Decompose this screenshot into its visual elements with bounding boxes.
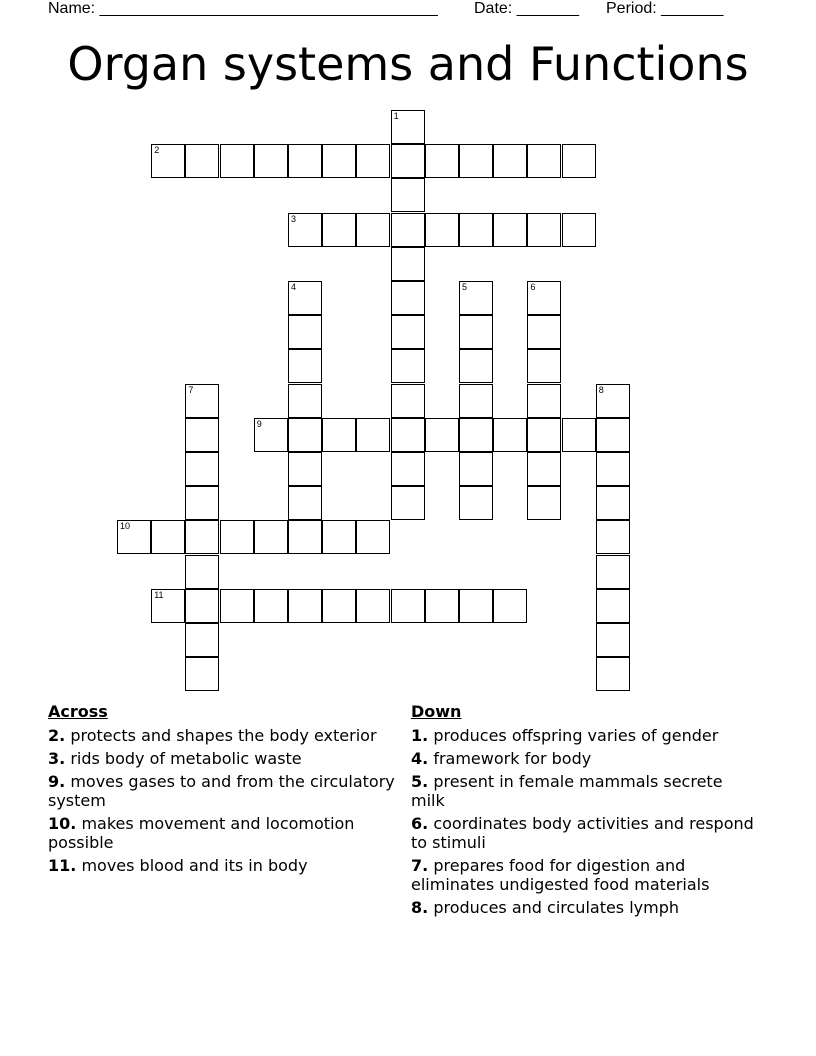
grid-cell[interactable] — [596, 520, 630, 554]
grid-cell[interactable] — [185, 144, 219, 178]
clue-number-label: 7 — [188, 384, 194, 395]
down-clues — [411, 702, 761, 921]
grid-cell[interactable] — [322, 213, 356, 247]
clue-text: prepares food for digestion and eliminates undigested food materials — [411, 856, 710, 894]
grid-cell[interactable] — [117, 520, 151, 554]
grid-cell[interactable] — [391, 144, 425, 178]
grid-cell[interactable] — [322, 589, 356, 623]
clue-number: 2. — [48, 726, 66, 745]
clue-number-label: 6 — [530, 282, 536, 292]
grid-cell[interactable] — [220, 144, 254, 178]
grid-cell[interactable] — [151, 144, 185, 178]
grid-cell[interactable] — [288, 520, 322, 554]
clue-across-9 — [48, 772, 398, 810]
clue-number-label: 8 — [598, 384, 604, 395]
clue-text: produces offspring varies of gender — [433, 726, 719, 745]
grid-cell[interactable] — [391, 281, 425, 315]
grid-cell[interactable] — [185, 384, 219, 418]
grid-cell[interactable] — [356, 144, 390, 178]
grid-cell[interactable] — [596, 657, 630, 691]
grid-cell[interactable] — [391, 418, 425, 452]
grid-cell[interactable] — [459, 315, 493, 349]
clue-number: 8. — [411, 898, 429, 917]
page-title: Organ systems and Functions — [67, 37, 749, 91]
grid-cell[interactable] — [391, 589, 425, 623]
grid-cell[interactable] — [562, 213, 596, 247]
grid-cell[interactable] — [459, 213, 493, 247]
clue-number: 11. — [48, 856, 77, 875]
clue-text: moves blood and its in body — [81, 856, 308, 875]
grid-cell[interactable] — [459, 281, 493, 315]
grid-cell[interactable] — [596, 555, 630, 589]
clue-number: 7. — [411, 856, 429, 875]
grid-cell[interactable] — [288, 384, 322, 418]
clue-down-5 — [411, 772, 761, 810]
clue-number: 4. — [411, 749, 429, 768]
grid-cell[interactable] — [493, 418, 527, 452]
grid-cell[interactable] — [185, 418, 219, 452]
grid-cell[interactable] — [459, 589, 493, 623]
grid-cell[interactable] — [459, 418, 493, 452]
grid-cell[interactable] — [288, 281, 322, 315]
grid-cell[interactable] — [596, 589, 630, 623]
clue-number: 3. — [48, 749, 66, 768]
grid-cell[interactable] — [459, 349, 493, 383]
clue-text: makes movement and locomotion possible — [48, 814, 355, 852]
grid-cell[interactable] — [527, 418, 561, 452]
grid-cell[interactable] — [288, 418, 322, 452]
across-heading: Across — [48, 702, 108, 721]
grid-cell[interactable] — [356, 589, 390, 623]
grid-cell[interactable] — [493, 589, 527, 623]
grid-cell[interactable] — [391, 315, 425, 349]
grid-cell[interactable] — [151, 520, 185, 554]
grid-cell[interactable] — [288, 144, 322, 178]
grid-cell[interactable] — [185, 452, 219, 486]
grid-cell[interactable] — [459, 144, 493, 178]
grid-cell[interactable] — [527, 281, 561, 315]
clue-number-label: 4 — [291, 282, 297, 292]
grid-cell[interactable] — [288, 452, 322, 486]
grid-cell[interactable] — [527, 213, 561, 247]
grid-cell[interactable] — [527, 486, 561, 520]
grid-cell[interactable] — [493, 213, 527, 247]
grid-cell[interactable] — [527, 349, 561, 383]
grid-cell[interactable] — [391, 486, 425, 520]
grid-cell[interactable] — [562, 144, 596, 178]
clue-across-3 — [48, 749, 398, 768]
grid-cell[interactable] — [391, 247, 425, 281]
grid-cell[interactable] — [459, 486, 493, 520]
grid-cell[interactable] — [391, 178, 425, 212]
grid-cell[interactable] — [425, 418, 459, 452]
grid-cell[interactable] — [288, 349, 322, 383]
clue-down-8 — [411, 898, 761, 917]
name-field[interactable]: Name: ______________________________________ — [48, 0, 438, 17]
grid-cell[interactable] — [185, 589, 219, 623]
clue-number-label: 5 — [462, 282, 468, 292]
grid-cell[interactable] — [185, 623, 219, 657]
clue-number-label: 9 — [256, 418, 262, 429]
grid-cell[interactable] — [185, 486, 219, 520]
clue-down-1 — [411, 726, 761, 745]
grid-cell[interactable] — [254, 520, 288, 554]
date-field[interactable]: Date: _______ — [474, 0, 579, 17]
across-clues — [48, 702, 398, 879]
grid-cell[interactable] — [220, 589, 254, 623]
grid-cell[interactable] — [288, 315, 322, 349]
clue-text: moves gases to and from the circulatory system — [48, 772, 395, 810]
clue-number-label: 2 — [154, 145, 160, 156]
grid-cell[interactable] — [527, 452, 561, 486]
grid-cell[interactable] — [527, 384, 561, 418]
grid-cell[interactable] — [356, 213, 390, 247]
clue-text: produces and circulates lymph — [433, 898, 680, 917]
clue-across-11 — [48, 856, 398, 875]
grid-cell[interactable] — [459, 452, 493, 486]
clue-text: present in female mammals secrete milk — [411, 772, 723, 810]
grid-cell[interactable] — [356, 418, 390, 452]
grid-cell[interactable] — [322, 144, 356, 178]
clue-number: 1. — [411, 726, 429, 745]
grid-cell[interactable] — [391, 349, 425, 383]
clue-down-4 — [411, 749, 761, 768]
clue-number: 10. — [48, 814, 77, 833]
grid-cell[interactable] — [391, 213, 425, 247]
clue-down-7 — [411, 856, 761, 894]
clue-across-2 — [48, 726, 398, 745]
grid-cell[interactable] — [220, 520, 254, 554]
grid-cell[interactable] — [254, 144, 288, 178]
clue-text: coordinates body activities and respond to stimuli — [411, 814, 754, 852]
grid-cell[interactable] — [596, 623, 630, 657]
grid-cell[interactable] — [527, 144, 561, 178]
grid-cell[interactable] — [459, 384, 493, 418]
grid-cell[interactable] — [288, 486, 322, 520]
grid-cell[interactable] — [356, 520, 390, 554]
grid-cell[interactable] — [425, 144, 459, 178]
clue-text: protects and shapes the body exterior — [70, 726, 377, 745]
clue-number-label: 1 — [393, 111, 399, 121]
grid-cell[interactable] — [391, 452, 425, 486]
clue-number-label: 3 — [291, 213, 297, 224]
grid-cell[interactable] — [185, 657, 219, 691]
clue-number-label: 11 — [154, 589, 164, 600]
grid-cell[interactable] — [596, 486, 630, 520]
grid-cell[interactable] — [322, 520, 356, 554]
grid-cell[interactable] — [391, 110, 425, 144]
grid-cell[interactable] — [185, 520, 219, 554]
clue-number: 9. — [48, 772, 66, 791]
grid-cell[interactable] — [151, 589, 185, 623]
grid-cell[interactable] — [288, 213, 322, 247]
grid-cell[interactable] — [185, 555, 219, 589]
down-heading: Down — [411, 702, 462, 721]
period-field[interactable]: Period: _______ — [606, 0, 724, 17]
grid-cell[interactable] — [562, 418, 596, 452]
clue-text: rids body of metabolic waste — [70, 749, 302, 768]
grid-cell[interactable] — [596, 452, 630, 486]
grid-cell[interactable] — [254, 418, 288, 452]
grid-cell[interactable] — [425, 213, 459, 247]
grid-cell[interactable] — [596, 418, 630, 452]
grid-cell[interactable] — [254, 589, 288, 623]
clue-number: 6. — [411, 814, 429, 833]
grid-cell[interactable] — [493, 144, 527, 178]
clue-number-label: 10 — [120, 521, 131, 532]
grid-cell[interactable] — [425, 589, 459, 623]
clue-number: 5. — [411, 772, 429, 791]
grid-cell[interactable] — [288, 589, 322, 623]
grid-cell[interactable] — [527, 315, 561, 349]
grid-cell[interactable] — [391, 384, 425, 418]
clue-down-6 — [411, 814, 761, 852]
grid-cell[interactable] — [322, 418, 356, 452]
grid-cell[interactable] — [596, 384, 630, 418]
clue-across-10 — [48, 814, 398, 852]
clue-text: framework for body — [433, 749, 592, 768]
